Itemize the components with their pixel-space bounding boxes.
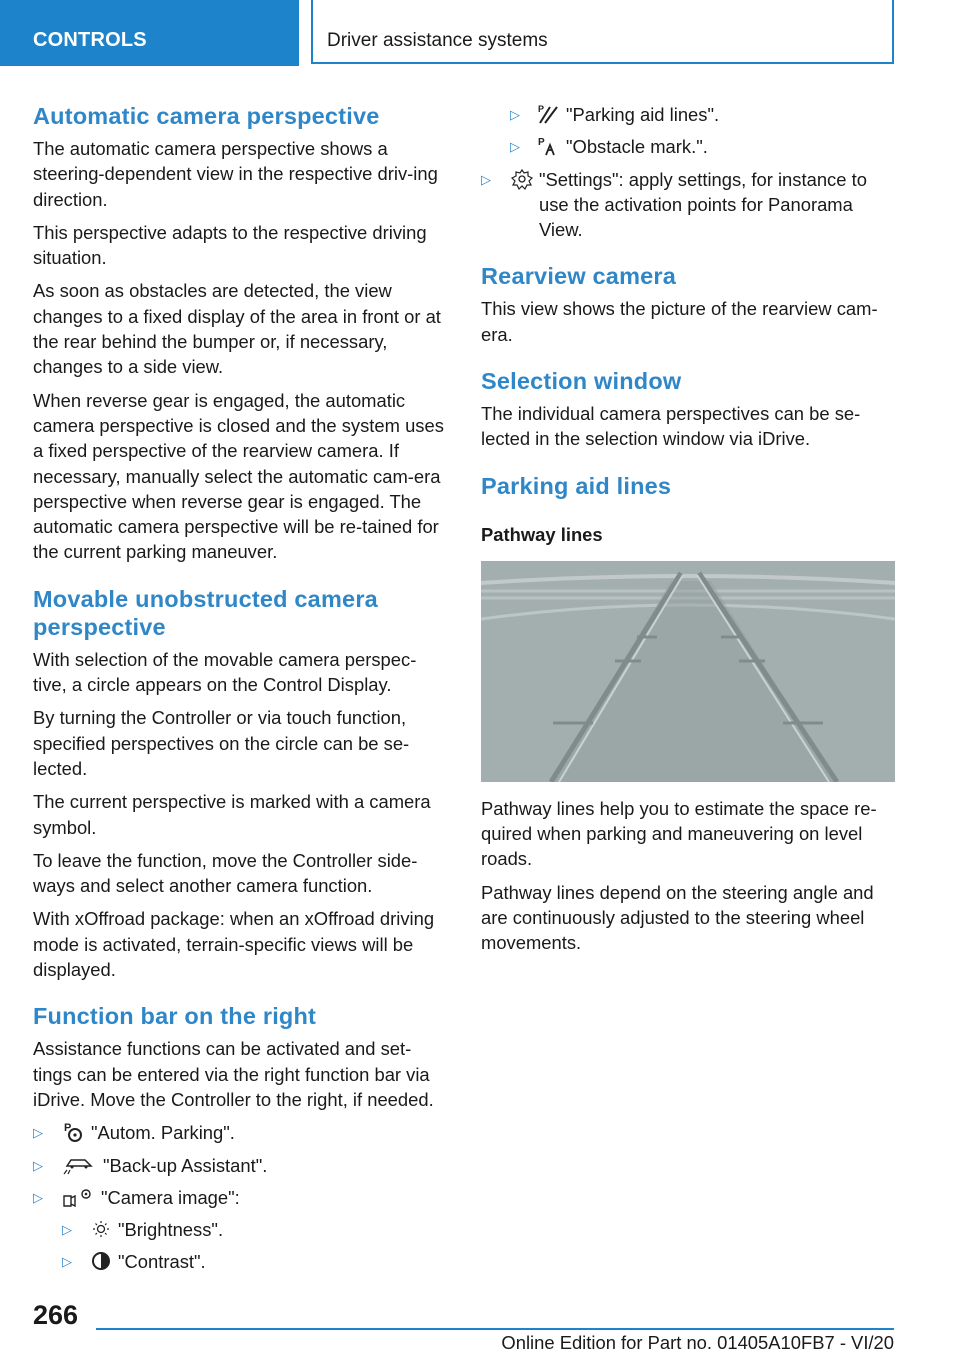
section-movable-camera	[33, 585, 447, 983]
header-chapter-box	[311, 0, 894, 64]
heading-automatic-camera: Automatic camera perspective	[33, 103, 380, 129]
list-item	[481, 167, 895, 243]
list-item	[481, 102, 895, 127]
section-function-bar	[33, 1002, 447, 1274]
paragraph: Pathway lines depend on the steering angle and are continuously adjusted to the steering wheel movements.	[481, 881, 874, 954]
header-chapter-label: Driver assistance systems	[327, 30, 548, 51]
heading-selection-window: Selection window	[481, 368, 682, 395]
list-item	[33, 1185, 447, 1210]
parking-aid-lines-icon	[536, 103, 562, 125]
paragraph: With selection of the movable camera perspec-tive, a circle appears on the Control Display.	[33, 648, 417, 696]
heading-movable-camera: Movable unobstructed camera perspective	[33, 585, 378, 640]
heading-function-bar: Function bar on the right	[33, 1003, 317, 1030]
section-parking-aid-lines	[481, 472, 895, 956]
svg-text:P: P	[64, 1122, 72, 1135]
section-selection-window	[481, 367, 895, 452]
section-rearview-camera	[481, 262, 895, 347]
list-item-label: "Obstacle mark.".	[566, 136, 708, 158]
bullet-triangle-icon: ▷	[510, 139, 520, 155]
backup-assistant-icon	[61, 1154, 97, 1176]
paragraph: This perspective adapts to the respective driving situation.	[33, 221, 427, 269]
bullet-triangle-icon: ▷	[510, 107, 520, 122]
list-item-label: "Autom. Parking".	[91, 1122, 235, 1144]
settings-gear-icon	[509, 168, 535, 190]
footer-divider	[96, 1328, 894, 1330]
list-item	[481, 134, 895, 159]
bullet-triangle-icon: ▷	[33, 1189, 43, 1205]
camera-settings-icon	[61, 1186, 95, 1208]
svg-text:P: P	[538, 104, 545, 114]
list-item-label: "Back-up Assistant".	[103, 1154, 268, 1176]
bullet-triangle-icon: ▷	[62, 1222, 72, 1238]
heading-parking-aid-lines: Parking aid lines	[481, 472, 672, 499]
list-item-label: "Parking aid lines".	[566, 104, 720, 125]
paragraph: As soon as obstacles are detected, the view changes to a fixed display of the area in front or at the rear behind the bumper or, if necessary, changes to a side view.	[33, 280, 441, 378]
paragraph: When reverse gear is engaged, the automatic camera perspective is closed and the system uses a fixed perspective of the rearview camera. If necessary, manually select the automatic cam-era perspective when reverse gear is engaged. The automatic camera perspective will be re-tained for the current parking maneuver.	[33, 389, 444, 563]
left-column	[33, 102, 447, 1282]
right-column	[481, 102, 895, 963]
paragraph: Pathway lines help you to estimate the space re-quired when parking and maneuvering on level roads.	[481, 797, 877, 870]
paragraph: This view shows the picture of the rearview cam-era.	[481, 298, 878, 345]
svg-text:P: P	[538, 137, 545, 149]
paragraph: The automatic camera perspective shows a steering-dependent view in the respective driv-ing direction.	[33, 138, 438, 210]
auto-parking-icon	[61, 1121, 87, 1143]
paragraph: To leave the function, move the Controller side-ways and select another camera function.	[33, 849, 418, 897]
bullet-triangle-icon: ▷	[33, 1125, 43, 1141]
footer-edition: Online Edition for Part no. 01405A10FB7 - VI/20	[501, 1332, 894, 1353]
list-item-label: "Brightness".	[118, 1219, 224, 1241]
list-item	[33, 1217, 447, 1242]
bullet-triangle-icon: ▷	[481, 171, 491, 187]
list-item	[33, 1249, 447, 1274]
paragraph: With xOffroad package: when an xOffroad driving mode is activated, terrain-specific views will be displayed.	[33, 908, 435, 981]
list-item-label: "Settings": apply settings, for instance to use the activation points for Panorama View.	[539, 168, 867, 241]
list-item	[33, 1120, 447, 1145]
paragraph: Assistance functions can be activated and set-tings can be entered via the right function bar via iDrive. Move the Controller to the right, if needed.	[33, 1038, 434, 1110]
list-item-label: "Contrast".	[118, 1251, 206, 1273]
bullet-triangle-icon: ▷	[62, 1254, 72, 1270]
heading-rearview-camera: Rearview camera	[481, 263, 677, 290]
paragraph: The individual camera perspectives can be se-lected in the selection window via iDrive.	[481, 403, 861, 450]
brightness-icon	[88, 1218, 114, 1240]
pathway-lines-illustration	[481, 561, 895, 782]
paragraph: By turning the Controller or via touch function, specified perspectives on the circle can be se-lected.	[33, 707, 410, 779]
paragraph: The current perspective is marked with a camera symbol.	[33, 791, 431, 838]
header-section-label: CONTROLS	[33, 29, 147, 51]
bullet-triangle-icon: ▷	[33, 1157, 43, 1173]
page-number: 266	[33, 1300, 79, 1330]
list-item-label: "Camera image":	[101, 1186, 240, 1208]
header-section-tab	[0, 0, 299, 66]
obstacle-marking-icon	[536, 135, 562, 157]
subheading-pathway-lines: Pathway lines	[481, 523, 603, 545]
section-automatic-camera	[33, 102, 447, 565]
list-item	[33, 1153, 447, 1178]
contrast-icon	[88, 1250, 114, 1272]
